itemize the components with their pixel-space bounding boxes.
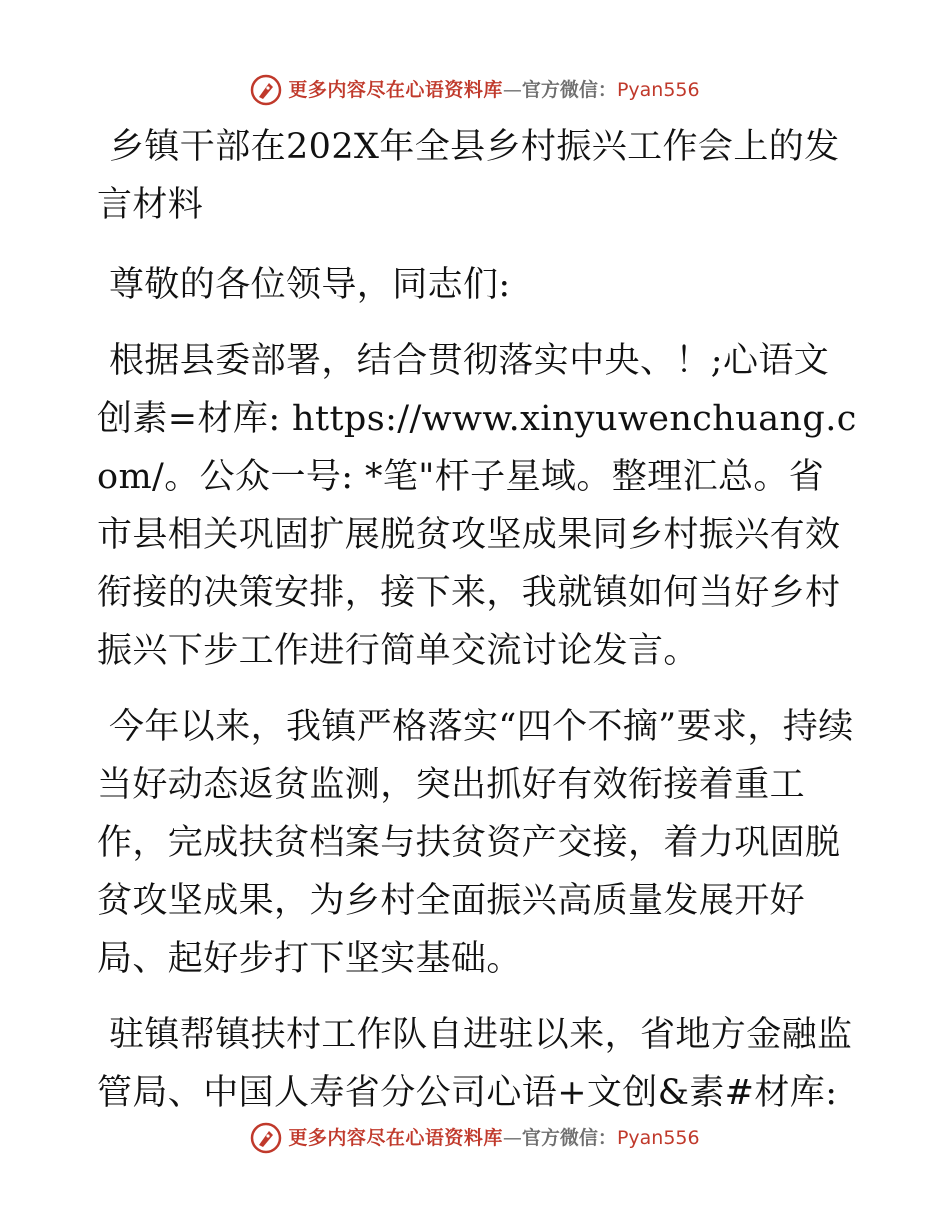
document-title-text: 乡镇干部在202X年全县乡村振兴工作会上的发言材料: [97, 127, 840, 225]
paragraph-3-text: 驻镇帮镇扶村工作队自进驻以来，省地方金融监管局、中国人寿省分公司心语+文创&素#材库:: [97, 1015, 853, 1113]
watermark-wechat-id: Pyan556: [616, 79, 700, 101]
paragraph-2-text: 今年以来，我镇严格落实“四个不摘”要求，持续当好动态返贫监测，突出抓好有效衔接着重工作，完成扶贫档案与扶贫资产交接，着力巩固脱贫攻坚成果，为乡村全面振兴高质量发展开好局、起好步打下坚实基础。: [97, 707, 854, 979]
document-title: [97, 118, 857, 234]
watermark-banner-top: [0, 70, 950, 110]
document-body: [97, 118, 857, 1140]
pen-nib-logo-icon: [250, 74, 282, 106]
watermark-wechat-label: 官方微信：: [521, 1127, 617, 1149]
salutation: [97, 256, 857, 314]
salutation-text: 尊敬的各位领导，同志们:: [109, 265, 511, 305]
pen-nib-logo-icon: [250, 1122, 282, 1154]
watermark-separator: —: [502, 1127, 522, 1149]
watermark-wechat-id: Pyan556: [616, 1127, 700, 1149]
paragraph-1-text: 根据县委部署，结合贯彻落实中央、！;心语文创素=材库: https://www.xinyuwenchuang.com/。公众一号: *笔"杆子星域。整理汇总。省市县相关巩固扩展脱贫攻坚成果同乡村振兴有效衔接的决策安排，接下来，我就镇如何当好乡村振兴下步工作进行简单交流讨论发言。: [97, 341, 857, 671]
watermark-main-text: 更多内容尽在心语资料库: [288, 79, 503, 101]
paragraph-3: [97, 1006, 857, 1122]
watermark-banner-bottom: [0, 1118, 950, 1158]
paragraph-2: [97, 698, 857, 988]
watermark-wechat-label: 官方微信：: [521, 79, 617, 101]
paragraph-1: [97, 332, 857, 680]
watermark-main-text: 更多内容尽在心语资料库: [288, 1127, 503, 1149]
watermark-separator: —: [502, 79, 522, 101]
